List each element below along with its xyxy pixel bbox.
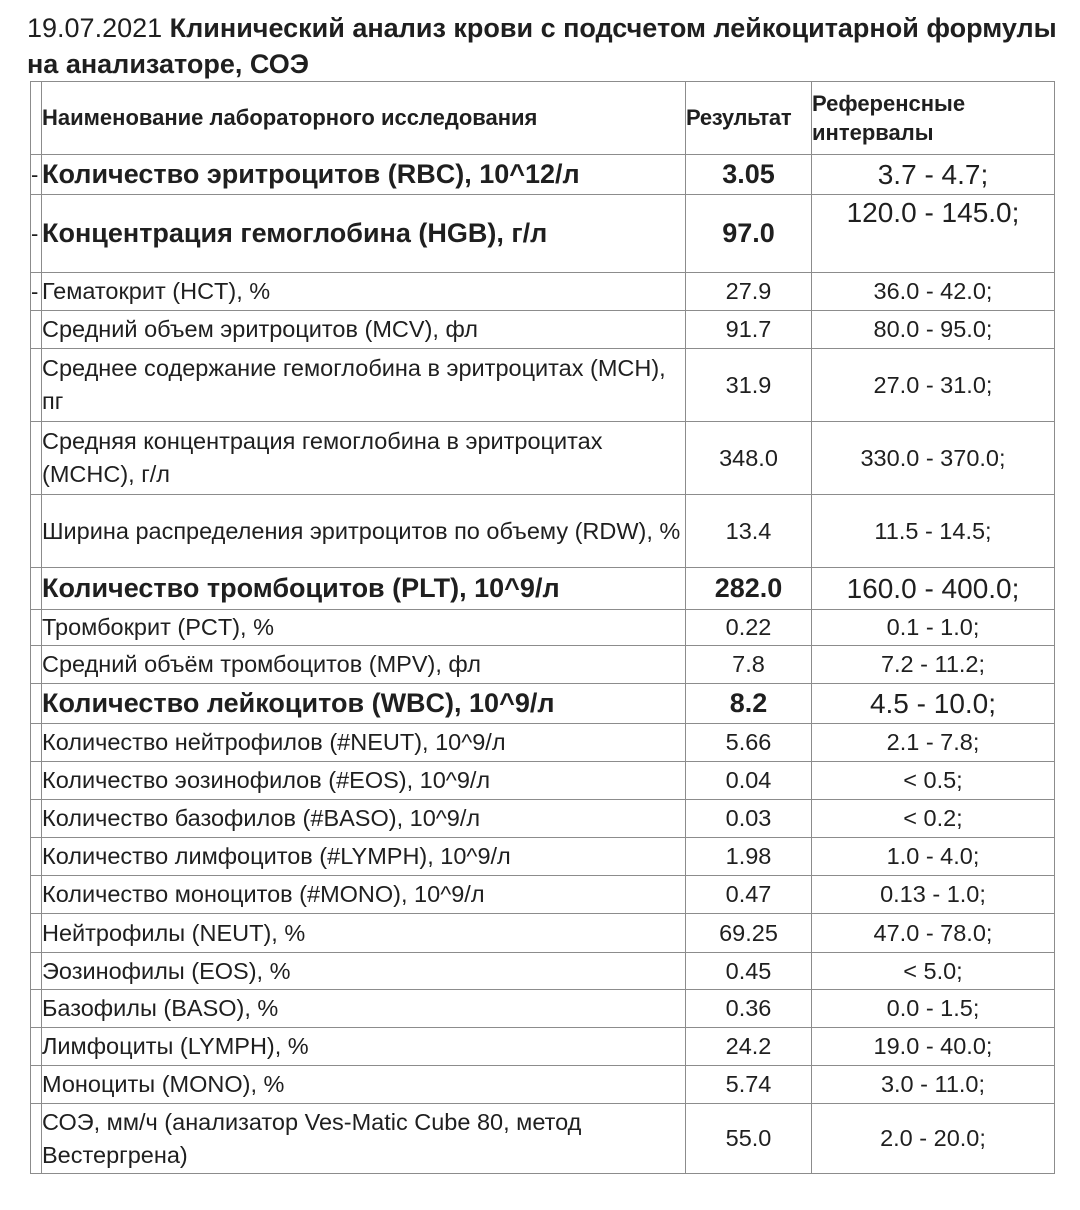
- row-flag: [31, 610, 42, 646]
- test-result: 0.45: [686, 953, 812, 990]
- test-result: 0.03: [686, 800, 812, 838]
- test-name: Гематокрит (HCT), %: [42, 273, 686, 311]
- test-result: 3.05: [686, 155, 812, 195]
- table-row: [31, 1028, 1055, 1066]
- table-row: [31, 155, 1055, 195]
- test-name: Количество лимфоцитов (#LYMPH), 10^9/л: [42, 838, 686, 876]
- test-name: Лимфоциты (LYMPH), %: [42, 1028, 686, 1066]
- test-name: Средний объем эритроцитов (MCV), фл: [42, 311, 686, 349]
- row-flag: [31, 422, 42, 495]
- reference-interval: 2.0 - 20.0;: [812, 1104, 1055, 1174]
- test-name: Количество моноцитов (#MONO), 10^9/л: [42, 876, 686, 914]
- test-name: Концентрация гемоглобина (HGB), г/л: [42, 195, 686, 273]
- table-row: [31, 422, 1055, 495]
- row-flag: -: [31, 155, 42, 195]
- table-row: [31, 914, 1055, 953]
- test-name: Средняя концентрация гемоглобина в эритроцитах (MCHC), г/л: [42, 422, 686, 495]
- table-row: [31, 273, 1055, 311]
- row-flag: [31, 724, 42, 762]
- test-name: Количество базофилов (#BASO), 10^9/л: [42, 800, 686, 838]
- flag-column-header: [31, 82, 42, 155]
- report-header: [27, 10, 1057, 82]
- row-flag: [31, 1028, 42, 1066]
- test-result: 8.2: [686, 684, 812, 724]
- test-name: Эозинофилы (EOS), %: [42, 953, 686, 990]
- reference-interval: 4.5 - 10.0;: [812, 684, 1055, 724]
- report-date: 19.07.2021: [27, 13, 163, 43]
- table-row: [31, 724, 1055, 762]
- report-title: Клинический анализ крови с подсчетом лейкоцитарной формулы на анализаторе, СОЭ: [27, 13, 1057, 79]
- test-result: 0.47: [686, 876, 812, 914]
- table-row: [31, 349, 1055, 422]
- reference-interval: 1.0 - 4.0;: [812, 838, 1055, 876]
- column-header-reference: Референсные интервалы: [812, 82, 1055, 155]
- row-flag: [31, 876, 42, 914]
- test-name: Количество лейкоцитов (WBC), 10^9/л: [42, 684, 686, 724]
- reference-interval: 3.0 - 11.0;: [812, 1066, 1055, 1104]
- reference-interval: 160.0 - 400.0;: [812, 568, 1055, 610]
- table-row: [31, 1104, 1055, 1174]
- row-flag: [31, 800, 42, 838]
- test-result: 5.74: [686, 1066, 812, 1104]
- row-flag: [31, 568, 42, 610]
- table-header-row: [31, 82, 1055, 155]
- table-row: [31, 762, 1055, 800]
- reference-interval: < 0.5;: [812, 762, 1055, 800]
- table-row: [31, 1066, 1055, 1104]
- row-flag: -: [31, 195, 42, 273]
- test-result: 282.0: [686, 568, 812, 610]
- row-flag: [31, 990, 42, 1028]
- row-flag: [31, 646, 42, 684]
- results-table-body: [31, 155, 1055, 1174]
- test-name: Базофилы (BASO), %: [42, 990, 686, 1028]
- reference-interval: < 5.0;: [812, 953, 1055, 990]
- row-flag: [31, 311, 42, 349]
- table-row: [31, 838, 1055, 876]
- reference-interval: 2.1 - 7.8;: [812, 724, 1055, 762]
- test-name: Ширина распределения эритроцитов по объему (RDW), %: [42, 495, 686, 568]
- table-row: [31, 990, 1055, 1028]
- test-name: Среднее содержание гемоглобина в эритроцитах (MCH), пг: [42, 349, 686, 422]
- test-result: 0.22: [686, 610, 812, 646]
- reference-interval: 0.1 - 1.0;: [812, 610, 1055, 646]
- test-result: 91.7: [686, 311, 812, 349]
- reference-interval: 330.0 - 370.0;: [812, 422, 1055, 495]
- row-flag: [31, 684, 42, 724]
- column-header-result: Результат: [686, 82, 812, 155]
- test-result: 24.2: [686, 1028, 812, 1066]
- row-flag: [31, 349, 42, 422]
- reference-interval: 27.0 - 31.0;: [812, 349, 1055, 422]
- reference-interval: 80.0 - 95.0;: [812, 311, 1055, 349]
- row-flag: [31, 953, 42, 990]
- reference-interval: 47.0 - 78.0;: [812, 914, 1055, 953]
- table-row: [31, 195, 1055, 273]
- column-header-name: Наименование лабораторного исследования: [42, 82, 686, 155]
- reference-interval: 19.0 - 40.0;: [812, 1028, 1055, 1066]
- reference-interval: 0.0 - 1.5;: [812, 990, 1055, 1028]
- test-result: 31.9: [686, 349, 812, 422]
- test-name: Моноциты (MONO), %: [42, 1066, 686, 1104]
- table-row: [31, 876, 1055, 914]
- reference-interval: 36.0 - 42.0;: [812, 273, 1055, 311]
- table-row: [31, 646, 1055, 684]
- table-row: [31, 568, 1055, 610]
- reference-interval: 120.0 - 145.0;: [812, 195, 1055, 273]
- row-flag: [31, 1066, 42, 1104]
- test-result: 0.04: [686, 762, 812, 800]
- row-flag: [31, 914, 42, 953]
- row-flag: -: [31, 273, 42, 311]
- table-row: [31, 610, 1055, 646]
- test-name: Количество эритроцитов (RBC), 10^12/л: [42, 155, 686, 195]
- reference-interval: 3.7 - 4.7;: [812, 155, 1055, 195]
- row-flag: [31, 762, 42, 800]
- test-result: 5.66: [686, 724, 812, 762]
- test-name: Количество эозинофилов (#EOS), 10^9/л: [42, 762, 686, 800]
- test-result: 69.25: [686, 914, 812, 953]
- test-name: СОЭ, мм/ч (анализатор Ves-Matic Cube 80, метод Вестергрена): [42, 1104, 686, 1174]
- reference-interval: 0.13 - 1.0;: [812, 876, 1055, 914]
- test-result: 348.0: [686, 422, 812, 495]
- test-result: 1.98: [686, 838, 812, 876]
- test-result: 13.4: [686, 495, 812, 568]
- test-name: Средний объём тромбоцитов (MPV), фл: [42, 646, 686, 684]
- test-name: Количество нейтрофилов (#NEUT), 10^9/л: [42, 724, 686, 762]
- row-flag: [31, 1104, 42, 1174]
- reference-interval: 11.5 - 14.5;: [812, 495, 1055, 568]
- reference-interval: < 0.2;: [812, 800, 1055, 838]
- table-row: [31, 953, 1055, 990]
- results-table: [30, 81, 1055, 1174]
- test-name: Тромбокрит (PCT), %: [42, 610, 686, 646]
- table-row: [31, 684, 1055, 724]
- test-result: 27.9: [686, 273, 812, 311]
- test-result: 55.0: [686, 1104, 812, 1174]
- test-name: Количество тромбоцитов (PLT), 10^9/л: [42, 568, 686, 610]
- row-flag: [31, 495, 42, 568]
- test-result: 7.8: [686, 646, 812, 684]
- reference-interval: 7.2 - 11.2;: [812, 646, 1055, 684]
- row-flag: [31, 838, 42, 876]
- table-row: [31, 495, 1055, 568]
- test-result: 97.0: [686, 195, 812, 273]
- test-name: Нейтрофилы (NEUT), %: [42, 914, 686, 953]
- table-row: [31, 800, 1055, 838]
- table-row: [31, 311, 1055, 349]
- test-result: 0.36: [686, 990, 812, 1028]
